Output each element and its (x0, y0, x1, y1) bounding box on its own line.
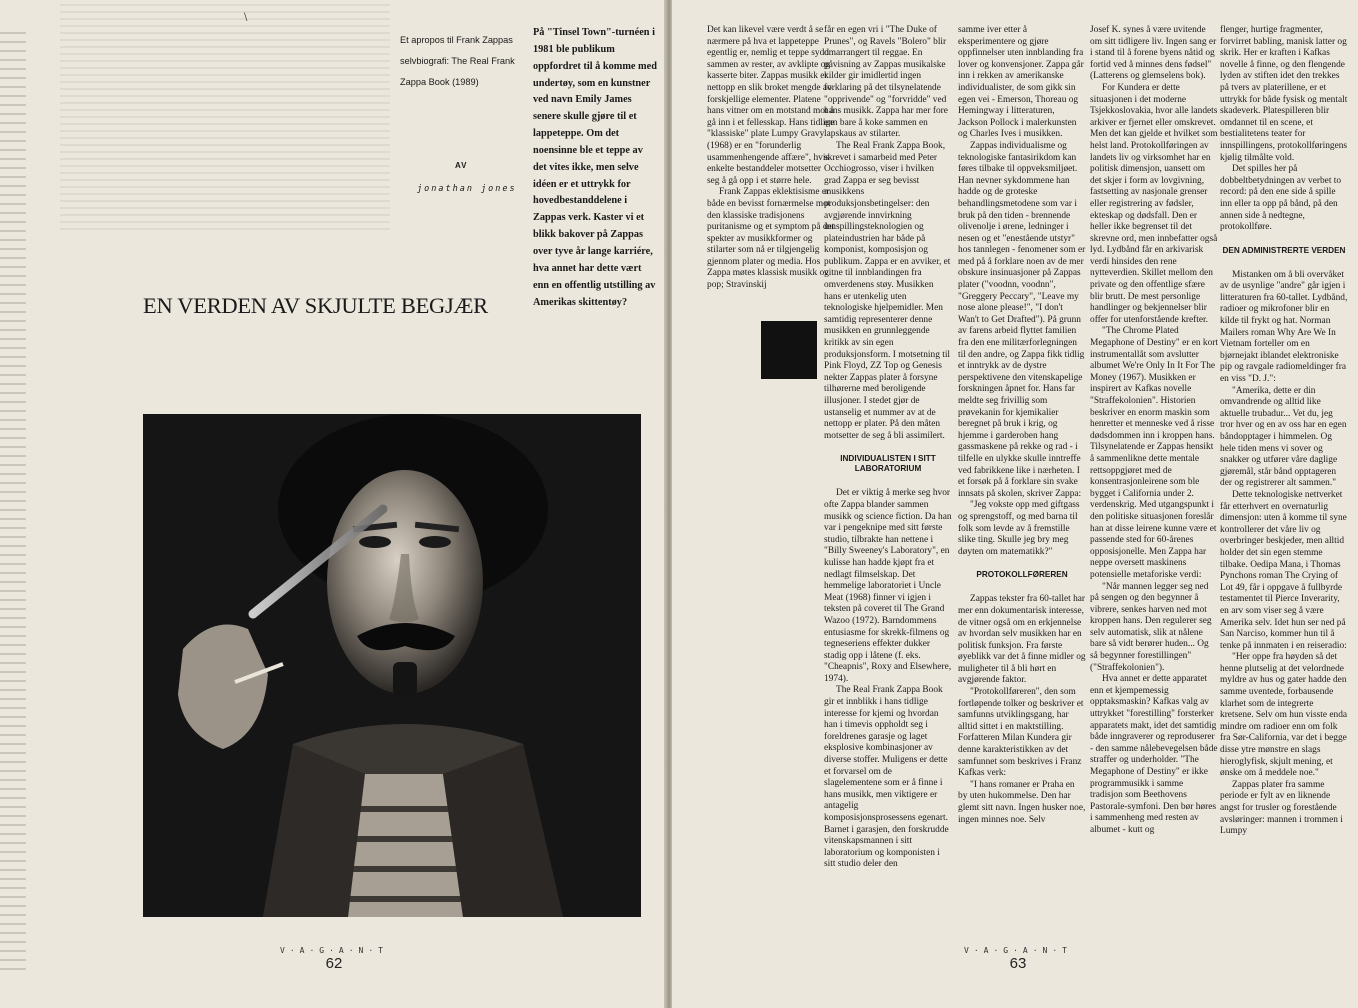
subheading: DEN ADMINISTRERTE VERDEN (1222, 245, 1346, 255)
article-headline: EN VERDEN AV SKJULTE BEGJÆR (143, 293, 488, 318)
paragraph: Zappas tekster fra 60-tallet har mer enn dokumentarisk interesse, de vitner også om en erkjennelse av hvordan selv musikken har en politisk funksjon. Fra første øyeblikk var det å finne midler og muligheter til å bli hørt en avgjørende faktor. (958, 594, 1086, 686)
paragraph: "Når mannen legger seg ned på sengen og den begynner å vibrere, senkes harven ned mot kroppen hans. Den regulerer seg selv automatisk, slik at nålene bare så vidt berører huden... Og så begynner forestillingen" ("Straffekolonien"). (1090, 581, 1212, 673)
left-page (0, 0, 668, 1008)
right-page (672, 0, 1358, 1008)
print-mark: \ (244, 12, 248, 23)
paragraph: Det kan likevel være verdt å se nærmere på hva et lappeteppe egentlig er, nemlig et teppe sydd sammen av rester, av avklipte og kasserte biter. Zappas musikk er nettopp en slik broket mengde av forskjellige elementer. Platene hans vitner om en motstand mot å gå inn i et fellesskap. Hans tidlige "klassiske" plate Lumpy Gravy (1968) er en "forunderlig usammenhengende affære", hvis enkelte bestanddeler motsetter seg å gå opp i et større hele. (707, 25, 835, 186)
paragraph: Josef K. synes å være uvitende om sitt tidligere liv. Ingen sang er i stand til å forene byens nåtid og fortid ved å minnes dens fødsel" (Latterens og glemselens bok). (1090, 25, 1217, 82)
paragraph: "I hans romaner er Praha en by uten hukommelse. Den har glemt sitt navn. Ingen husker noe, ingen minnes noe. Selv (958, 779, 1086, 825)
folio-right (958, 946, 1078, 972)
page-number: 62 (325, 955, 343, 972)
column-3 (958, 25, 1086, 826)
paragraph: "The Chrome Plated Megaphone of Destiny" er en kort instrumentallåt som avslutter albumet We're Only In It For The Money (1967). Musikken er inspirert av Kafkas novelle "Straffekolonien". Historien beskriver en enorm maskin som henretter et menneske ved å risse dødsdommen inn i kroppen hans. Tilsynelatende er Zappas hensikt å sammenlikne dette mentale rettsoppgjøret med de konsentrasjonleirene som ble bygget i California under 2. verdenskrig. Med utgangspunkt i den politiske situasjonen foreslår han at disse leirene kunne være et passende sted for 60-årenes opposisjonelle. Men Zappa har neppe oversett maskinens potensielle metaforiske verdi: (1090, 326, 1219, 580)
paragraph: samme iver etter å eksperimentere og gjøre oppfinnelser uten innblanding fra lover og konvensjoner. Zappa går inn i rekken av amerikanske individualister, de som gikk sin egen vei - Emerson, Thoreau og Hemingway i litteraturen, Jackson Pollock i malerkunsten og Charles Ives i musikken. (958, 25, 1084, 140)
page-number: 63 (1009, 955, 1027, 972)
paragraph: Det er viktig å merke seg hvor ofte Zappa blander sammen musikk og science fiction. Da han var i pengeknipe med sitt første studio, tilbrakte han nettene i "Billy Sweeney's Laboratory", en kulisse han hadde kjøpt fra et nedlagt filmselskap. Det hemmelige laboratoriet i Uncle Meat (1968) finner vi igjen i teksten på coveret til The Grand Wazoo (1972). Barndommens entusiasme for skrekk-filmens og tegneseriens effekter dukker stadig opp i låtene (f. eks. "Cheapnis", Roxy and Elsewhere, 1974). (824, 488, 952, 684)
magazine-name: V·A·G·A·N·T (964, 946, 1072, 955)
paragraph: The Real Frank Zappa Book, skrevet i samarbeid med Peter Occhiogrosso, viser i hvilken grad Zappa er seg bevisst musikkens produksjonsbetingelser: den avgjørende innvirkning innspillingsteknologien og plateindustrien har både på komponist, komposisjon og publikum. Zappa er en avviker, et vitne til innblandingen fra omverdenens støy. Musikken hans er utenkelig uten teknologiske hjelpemidler. Men samtidig representerer denne musikken en grunnleggende kritikk av sin egen produksjonsform. I motsetning til Pink Floyd, ZZ Top og Genesis nekter Zappas plater å forsyne tilhørerne med beroligende illusjoner. I stedet gjør de ustanselig et nummer av at de nettopp er plater. På den måten motsetter de seg å bli assimilert. (824, 140, 951, 441)
show-through-texture (60, 0, 390, 230)
black-square-graphic (761, 321, 817, 379)
paragraph: "Jeg vokste opp med giftgass og sprengstoff, og med barna til folk som levde av å fremstille slike ting. Skulle jeg bry meg døyten om matematikk?" (958, 500, 1080, 557)
paragraph: "Her oppe fra høyden så det henne plutselig at det velordnede myldre av hus og gater hadde den samme uventede, forbausende klarhet som de integrerte kretsene. Selv om hun visste enda mindre om radioer enn om folk fra Sør-California, var det i begge disse ytre mønstre en slags hieroglyfisk, skjult mening, et ønske om å meddele noe." (1220, 652, 1348, 779)
byline-av: AV (455, 161, 468, 170)
paragraph: The Real Frank Zappa Book gir et innblikk i hans tidlige interesse for kjemi og hvordan han i timevis oppholdt seg i foreldrenes garasje og laget eksplosive kombinasjoner av diverse stoffer. Muligens er dette et forvarsel om de slagelementene som er å finne i hans musikk, men viktigere er antagelig komposisjonsprosessens egenart. Barnet i garasjen, den forskrudde vitenskapsmannen i sitt laboratorium og komponisten i sitt studio deler den (824, 685, 949, 870)
folio-left (274, 946, 394, 972)
paragraph: Zappas individualisme og teknologiske fantasirikdom kan føres tilbake til oppveksmiljøet. Han nevner sykdommene han hadde og de groteske behandlingsmetodene som var i bruk på den tiden - brennende olivenolje i ørene, ledninger i nesen og et "enestående utstyr" hos tannlegen - fenomener som er med på å forklare noen av de mer obskure insinuasjoner på Zappas plater ("voodnn, voodnn", "Greggery Peccary", "Leave my nose alone please!", "I don't Wan't to Get Drafted"). På grunn av farens arbeid flyttet familien fra den ene militærforlegningen til den andre, og Zappa fikk tidlig et inntrykk av de dystre perspektivene den vitenskapelige forskningen åpnet for. Hans far meldte seg frivillig som prøvekanin for kjemikalier beregnet på bruk i krig, og hjemme i garderoben hang gassmaskene på rekke og rad - i tilfelle en ulykke skulle inntreffe ved fabrikkene like i nærheten. I et forsøk på å forklare sin svake innsats på skolen, skriver Zappa: (958, 140, 1086, 499)
column-4 (1090, 25, 1218, 837)
paragraph: Mistanken om å bli overvåket av de usynlige "andre" går igjen i litteraturen fra 60-tallet. Lydbånd, radioer og mikrofoner blir en kilde til frykt og hat. Norman Mailers roman Why Are We In Vietnam forteller om en bjørnejakt iblandet elektroniske pip og ravgale radiomeldinger fra en viss "D. J.": (1220, 269, 1348, 385)
portrait-photo (143, 414, 641, 917)
adjacent-page-edge (0, 30, 26, 970)
portrait-illustration (143, 414, 641, 917)
intro-text: Et apropos til Frank Zappas selvbiografi: The Real Frank Zappa Book (1989) (400, 35, 515, 87)
paragraph: Det spilles her på dobbeltbetydningen av verbet to record: på den ene side å spille inn eller ta opp på bånd, på den annen side å nedtegne, protokollføre. (1220, 164, 1342, 233)
magazine-name: V·A·G·A·N·T (280, 946, 388, 955)
paragraph: "Protokollføreren", den som fortløpende tolker og beskriver et samfunns utviklingsgang, har alltid sittet i en maktstilling. Forfatteren Milan Kundera gir denne karakteristikken av det samfunnet som beskrives i Franz Kafkas verk: (958, 687, 1084, 779)
column-5 (1220, 25, 1348, 838)
subheading: INDIVIDUALISTEN I SITT LABORATORIUM (840, 454, 936, 474)
paragraph: Zappas plater fra samme periode er fylt av en liknende angst for trusler og forestående avsløringer: mannen i trommen i Lumpy (1220, 779, 1343, 837)
paragraph: For Kundera er dette situasjonen i det moderne Tsjekkoslovakia, hvor alle landets arkiver er fjernet eller omskrevet. Men det kan gjelde et hvilket som helst land. Protokollføringen av landets liv og virksomhet har en politisk dimensjon, uansett om det skjer i form av lovgivning, fastsetting av nasjonale grenser eller registrering av fødsler, ekteskap og dødsfall. Den er heller ikke begrenset til det skrevne ord, men innbefatter også lyd. Lydbånd får en arkivarisk verdi hinsides den rene nytteverdien. Skillet mellom den private og den offentlige sfære blir brutt. De mest personlige handlinger og bekjennelser blir offer for utenforstående krefter. (1090, 82, 1218, 325)
column-2 (824, 25, 952, 871)
byline-author: jonathan jones (417, 184, 517, 194)
paragraph: Hva annet er dette apparatet enn et kjempemessig opptaksmaskin? Kafkas valg av uttrykket "forestilling" forsterker apparatets makt, idet det samtidig både inngraverer og reproduserer - den samme nålebevegelsen både straffer og underholder. "The Megaphone of Destiny" er ikke programmusikk i samme tradisjon som Beethovens Pastorale-symfoni. Den bør høres i sammenheng med resten av albumet - kutt og (1090, 674, 1218, 835)
paragraph: får en egen vri i "The Duke of Prunes", og Ravels "Bolero" blir omarrangert til reggae. En påvisning av Zappas musikalske kilder gir imidlertid ingen forklaring på det tilsynelatende "opprivende" og "forvridde" ved hans musikk. Zappa har mer fore enn bare å koke sammen en lapskaus av stilarter. (824, 25, 948, 140)
paragraph: Dette teknologiske nettverket får etterhvert en overnaturlig dimensjon: uten å komme til syne kontrollerer det våre liv og overbringer beskjeder, men alltid holder det sin egen stemme tilbake. Oedipa Mana, i Thomas Pynchons roman The Crying of Lot 49, får i oppgave å fullbyrde testamentet til Pierce Inverarity, en arv som viser seg å være Amerika selv. Idet hun ser ned på San Narciso, kommer hun til å tenke på innmaten i en reiseradio: (1220, 489, 1347, 651)
lede-paragraph: På "Tinsel Town"-turnéen i 1981 ble publikum oppfordret til å komme med undertøy, som en kunstner ved navn Emily James senere skulle gjøre til et lappeteppe. Om det noensinne ble et teppe av det vites ikke, men selve idéen er et uttrykk for hovedbestanddelene i Zappas verk. Kaster vi et blikk bakover på Zappas over tyve år lange karriére, hva annet har dette vært enn en offentlig utstilling av Amerikas skittentøy? (533, 27, 657, 308)
paragraph: flenger, hurtige fragmenter, forvirret babling, manisk latter og skrik. Her er kraften i Kafkas novelle å finne, og den flengende lyden av stiften idet den trekkes på tvers av platerillene, er et uttrykk for både fysisk og mentalt skadeverk. Platespilleren blir omdannet til en scene, et bestialitetens teater for innspillingens, protokollføringens kjølig tilmålte vold. (1220, 25, 1348, 163)
paragraph: "Amerika, dette er din omvandrende og alltid like aktuelle trubadur... Vet du, jeg tror hver og en av oss har en egen båndopptager i himmelen. Og hele tiden mens vi sover og snakker og utfører våre daglige gjøremål, står bånd opptageren der og registrerer alt sammen." (1220, 385, 1347, 489)
paragraph: Frank Zappas eklektisisme er både en bevisst fornærmelse mot den klassiske tradisjonens puritanisme og et symptom på det spekter av musikkformer og stilarter som nå er tilgjengelig gjennom plater og media. Hos Zappa møtes klassisk musikk og pop; Stravinskij (707, 187, 835, 291)
column-1 (707, 25, 835, 292)
subheading: PROTOKOLLFØREREN (976, 570, 1068, 580)
